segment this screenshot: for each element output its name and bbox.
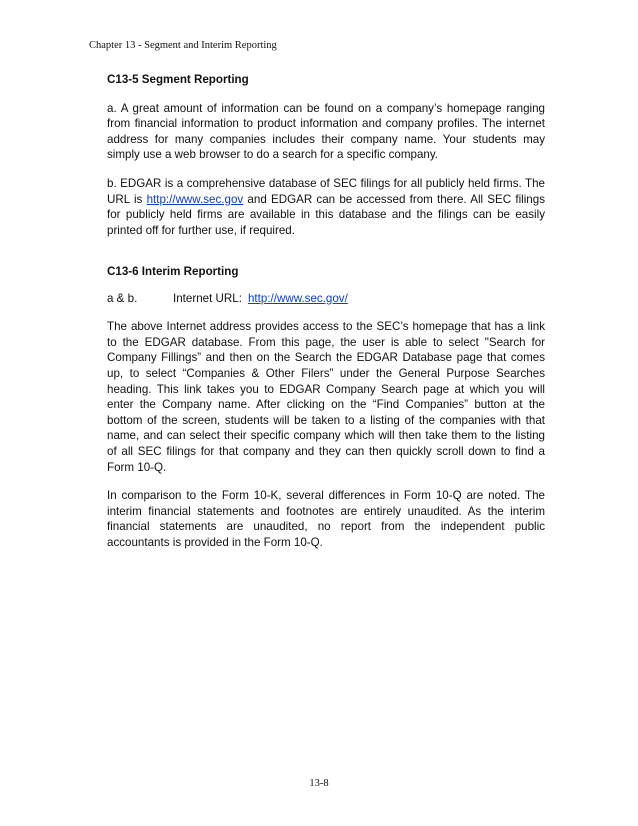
url-row [107, 291, 545, 307]
paragraph-b-text: b. EDGAR is a comprehensive database of SEC filings for all publicly held firms. The URL is [107, 176, 545, 206]
section-interim-reporting [107, 264, 545, 551]
url-row-label: Internet URL: [173, 291, 242, 305]
paragraph-b [107, 176, 545, 238]
paragraph-form-10q-comparison: In comparison to the Form 10-K, several differences in Form 10-Q are noted. The interim financial statements and footnotes are entirely unaudited. As the interim financial statements are unaudited, no report from the independent public accountants is provided in the Form 10-Q. [107, 489, 545, 549]
paragraph-edgar-navigation: The above Internet address provides access to the SEC’s homepage that has a link to the EDGAR database. From this page, the user is able to select "Search for Company Fillings” and then on the Search the EDGAR Database page that comes up, to select “Companies & Other Filers” under the General Purpose Searches heading. This link takes you to EDGAR Company Search page at which you will enter the Company name. After clicking on the “Find Companies” button at the bottom of the screen, students will be taken to a listing of the companies with that name, and can select their specific company which will then take them to the listing of all SEC filings for that company and they can then quickly scroll down to find a Form 10-Q. [107, 320, 545, 474]
sec-url-link[interactable]: http://www.sec.gov [146, 192, 244, 206]
section-heading: C13-6 Interim Reporting [107, 265, 239, 278]
section-segment-reporting [107, 72, 545, 238]
paragraph-a: a. A great amount of information can be found on a company’s homepage ranging from financial information to product information and company profiles. The internet address for many companies includes their company name. Your students may simply use a web browser to do a search for a specific company. [107, 101, 545, 162]
section-heading: C13-5 Segment Reporting [107, 73, 249, 86]
running-header: Chapter 13 - Segment and Interim Reporting [89, 40, 277, 51]
page-number: 13-8 [309, 778, 329, 789]
sec-url-link[interactable]: http://www.sec.gov/ [247, 291, 348, 305]
url-row-tag: a & b. [107, 291, 138, 305]
paragraph-b-text-cont: and EDGAR can be accessed from there. All SEC filings for publicly held firms are available in this database and the filings can be easily printed off for further use, if required. [107, 192, 545, 237]
